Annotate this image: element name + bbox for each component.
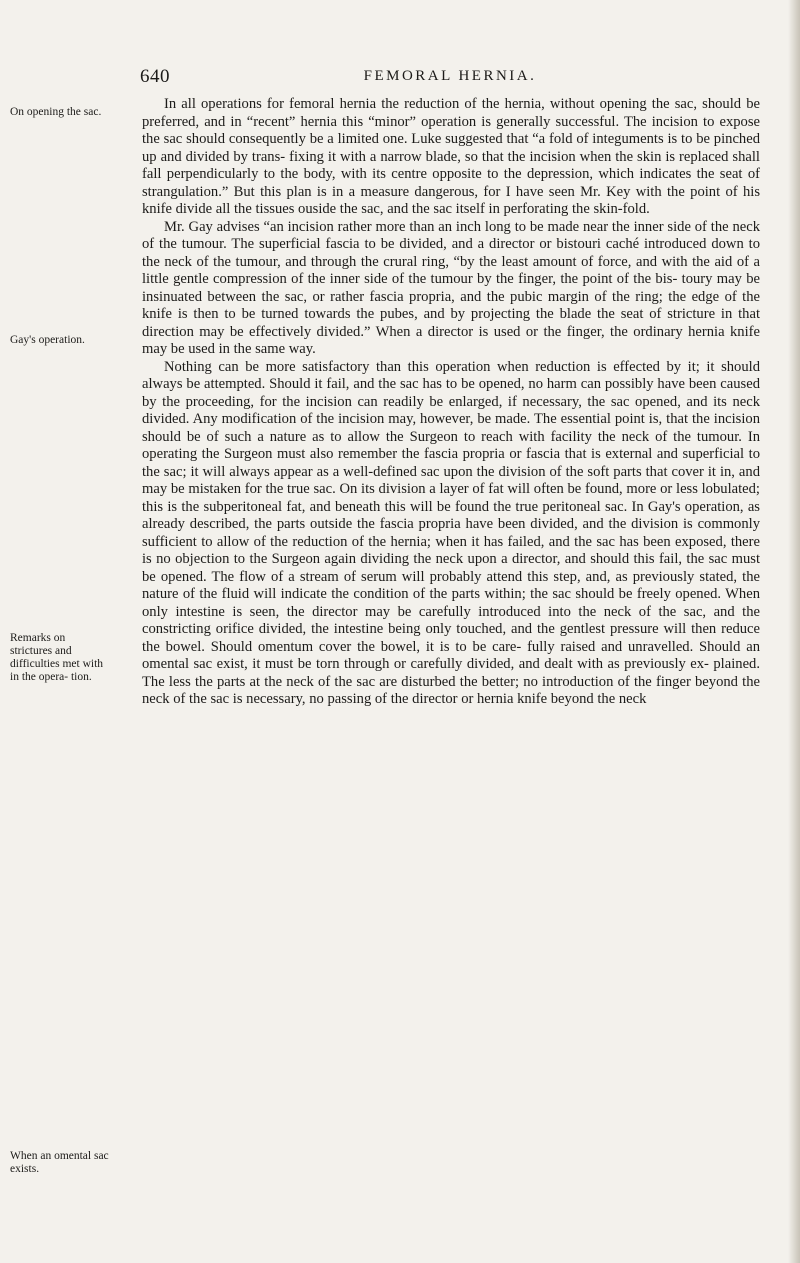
page-number: 640 (140, 66, 170, 87)
margin-note-omental-sac: When an omental sac exists. (10, 1150, 109, 1175)
margin-note-on-opening-sac: On opening the sac. (10, 106, 102, 118)
paragraph-2: Mr. Gay advises “an incision rather more than an inch long to be made near the inner side of the neck of the tumour. The superficial fascia to be divided, and a director or bistouri caché introduced down to the neck of the tumour, and through the crural ring, “by the least amount of force, and with the aid of a little gentle compression of the inner side of the tumour by the finger, the point of the bis- toury may be insinuated between the sac, or rather fascia propria, and the pubic margin of the ring; the edge of the knife is then to be turned towards the pubes, and by projecting the blade the seat of stricture in that direction may be effectively divided.” When a director is used or the finger, the ordinary hernia knife may be used in the same way. (142, 218, 760, 357)
page-edge-shadow (788, 0, 800, 1263)
running-head: FEMORAL HERNIA. (363, 68, 537, 84)
margin-note-gays-operation: Gay's operation. (10, 334, 85, 346)
body-text (142, 96, 760, 709)
margin-note-remarks-strictures: Remarks on strictures and difficulties met with in the opera- tion. (10, 632, 104, 683)
page-header (140, 66, 760, 90)
paragraph-1: In all operations for femoral hernia the reduction of the hernia, without opening the sac, should be preferred, and in “recent” hernia this “minor” operation is generally successful. The incision to expose the sac should consequently be a limited one. Luke suggested that “a fold of integuments is to be pinched up and divided by trans- fixing it with a narrow blade, so that the incision when the skin is replaced shall fall perpendicularly to the body, with its centre opposite to the depression, which indicates the seat of strangulation.” But this plan is in a measure dangerous, for I have seen Mr. Key with the point of his knife divide all the tissues ouside the sac, and the sac itself in perforating the skin-fold. (142, 96, 760, 217)
paragraph-3: Nothing can be more satisfactory than this operation when reduction is effected by it; it should always be attempted. Should it fail, and the sac has to be opened, no harm can possibly have been caused by the proceeding, for the incision can readily be enlarged, if necessary, the sac opened, and its neck divided. Any modification of the incision may, however, be made. The essential point is, that the incision should be of such a nature as to allow the Surgeon to reach with facility the neck of the tumour. In operating the Surgeon must also remember the fascia propria or fascia that is external and superficial to the sac; it will always appear as a well-defined sac upon the division of the soft parts that cover it in, and may be mistaken for the true sac. On its division a layer of fat will often be found, more or less lobulated; this is the subperitoneal fat, and beneath this will be found the true peritoneal sac. In Gay's operation, as already described, the parts outside the fascia propria have been divided, and the division is commonly sufficient to allow of the reduction of the hernia; when it has failed, and the sac has been exposed, there is no objection to the Surgeon again dividing the neck upon a director, and should this fail, the sac must be opened. The flow of a stream of serum will probably attend this step, and, as previously stated, the nature of the fluid will indicate the condition of the parts within; the sac should be freely opened. When only intestine is seen, the director may be carefully introduced into the neck of the sac, and the constricting orifice divided, the intestine being only touched, and the gentlest pressure will then reduce the bowel. Should omentum cover the bowel, it is to be care- fully raised and unravelled. Should an omental sac exist, it must be torn through or carefully divided, and dealt with as previously ex- plained. The less the parts at the neck of the sac are disturbed the better; no introduction of the finger beyond the neck of the sac is necessary, no passing of the director or hernia knife beyond the neck (142, 358, 760, 707)
